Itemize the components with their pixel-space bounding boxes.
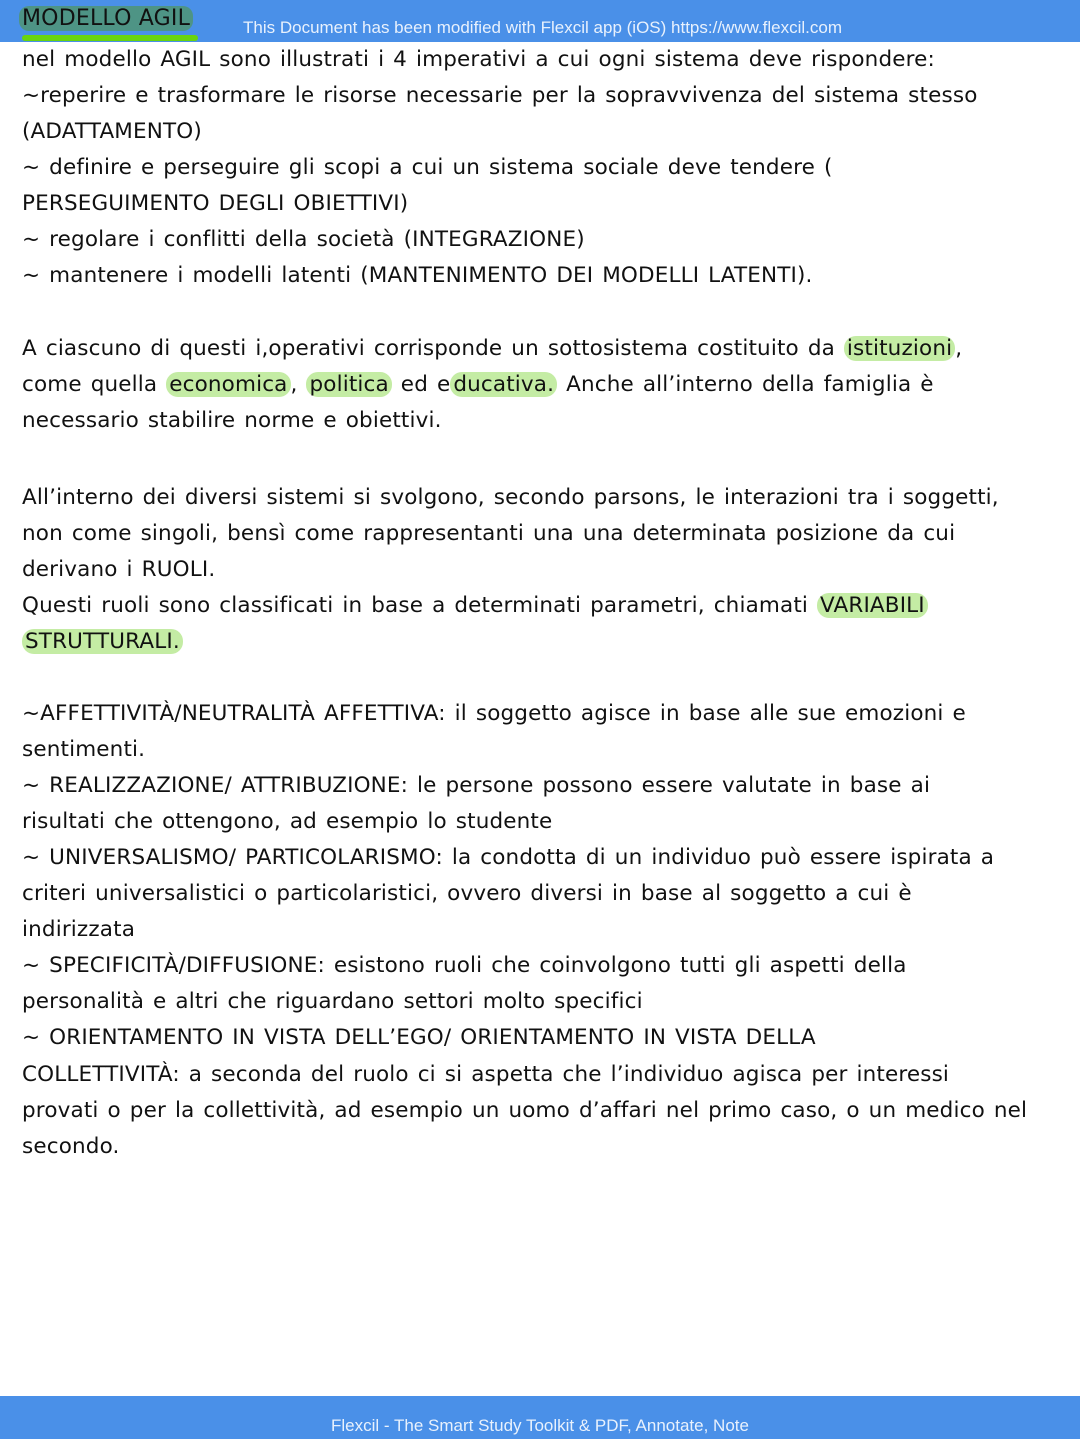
footer-text: Flexcil - The Smart Study Toolkit & PDF, Annotate, Note bbox=[331, 1416, 749, 1435]
highlight-economica: economica bbox=[166, 372, 290, 397]
term-mantenimento-modelli: MANTENIMENTO DEI MODELLI LATENTI bbox=[368, 263, 798, 288]
highlight-politica: politica bbox=[306, 372, 391, 397]
roles-line-3: derivano i RUOLI. bbox=[22, 557, 216, 582]
term-integrazione: (INTEGRAZIONE bbox=[403, 227, 577, 252]
agil-intro: nel modello AGIL sono illustrati i 4 imperativi a cui ogni sistema deve rispondere: bbox=[22, 47, 935, 72]
highlight-istituzioni: istituzioni bbox=[844, 336, 955, 361]
highlight-strutturali: STRUTTURALI. bbox=[22, 629, 183, 654]
subsystems-line-2: come quella economica , politica ed e ducativa. Anche all’interno della famiglia è bbox=[22, 372, 934, 397]
subsystems-line-3: necessario stabilire norme e obiettivi. bbox=[22, 408, 442, 433]
term-specificita-diffusione: SPECIFICITÀ/DIFFUSIONE bbox=[49, 953, 318, 978]
imperative-item-2: ~ definire e perseguire gli scopi a cui un sistema sociale deve tendere ( bbox=[22, 155, 833, 180]
subsystems-line-1: A ciascuno di questi i,operativi corrisponde un sottosistema costituito da istituzioni , bbox=[22, 336, 963, 361]
variable-item-5-line-2: COLLETTIVITÀ: a seconda del ruolo ci si aspetta che l’individuo agisca per interessi bbox=[22, 1062, 950, 1087]
variable-item-2-cont: risultati che ottengono, ad esempio lo studente bbox=[22, 809, 553, 834]
variable-item-5-cont-1: provati o per la collettività, ad esempio un uomo d’affari nel primo caso, o un medico nel bbox=[22, 1098, 1028, 1123]
variable-item-4-cont: personalità e altri che riguardano settori molto specifici bbox=[22, 989, 643, 1014]
variable-item-3: ~ UNIVERSALISMO/ PARTICOLARISMO: la condotta di un individuo può essere ispirata a bbox=[22, 845, 995, 870]
term-adattamento: ADATTAMENTO bbox=[30, 119, 194, 144]
roles-line-2: non come singoli, bensì come rappresentanti una una determinata posizione da cui bbox=[22, 521, 956, 546]
roles-line-4: Questi ruoli sono classificati in base a determinati parametri, chiamati VARIABILI bbox=[22, 591, 928, 621]
term-affettivita-neutralita: AFFETTIVITÀ/NEUTRALITÀ AFFETTIVA bbox=[40, 701, 439, 726]
imperative-item-4: ~ mantenere i modelli latenti (MANTENIMENTO DEI MODELLI LATENTI). bbox=[22, 263, 813, 288]
highlight-variabili: VARIABILI bbox=[817, 593, 928, 618]
variable-item-5-cont-2: secondo. bbox=[22, 1134, 120, 1159]
imperative-item-1-term: (ADATTAMENTO) bbox=[22, 119, 202, 144]
term-perseguimento-obiettivi: PERSEGUIMENTO DEGLI OBIETTIVI bbox=[22, 191, 400, 216]
page-title: MODELLO AGIL bbox=[19, 6, 193, 31]
title-underline bbox=[22, 35, 198, 41]
term-realizzazione-attribuzione: REALIZZAZIONE/ ATTRIBUZIONE: bbox=[49, 773, 409, 798]
variable-item-1: ~AFFETTIVITÀ/NEUTRALITÀ AFFETTIVA: il soggetto agisce in base alle sue emozioni e bbox=[22, 701, 966, 726]
variable-item-2: ~ REALIZZAZIONE/ ATTRIBUZIONE: le persone possono essere valutate in base ai bbox=[22, 773, 931, 798]
variable-item-5: ~ ORIENTAMENTO IN VISTA DELL’EGO/ ORIENTAMENTO IN VISTA DELLA bbox=[22, 1025, 816, 1050]
imperative-item-1: ~reperire e trasformare le risorse necessarie per la sopravvivenza del sistema stesso bbox=[22, 83, 978, 108]
variable-item-1-cont: sentimenti. bbox=[22, 737, 146, 762]
flexcil-footer-bar bbox=[0, 1396, 1080, 1439]
roles-line-1: All’interno dei diversi sistemi si svolgono, secondo parsons, le interazioni tra i soggetti, bbox=[22, 485, 999, 510]
variable-item-3-cont-1: criteri universalistici o particolaristici, ovvero diversi in base al soggetto a cui è bbox=[22, 881, 912, 906]
variable-item-4: ~ SPECIFICITÀ/DIFFUSIONE: esistono ruoli che coinvolgono tutti gli aspetti della bbox=[22, 953, 907, 978]
term-orientamento-ego-collettivita: ORIENTAMENTO IN VISTA DELL’EGO/ ORIENTAMENTO IN VISTA DELLA bbox=[49, 1025, 816, 1050]
highlight-educativa: ducativa. bbox=[450, 372, 557, 397]
imperative-item-2-term: PERSEGUIMENTO DEGLI OBIETTIVI) bbox=[22, 191, 409, 216]
imperative-item-3: ~ regolare i conflitti della società (INTEGRAZIONE) bbox=[22, 227, 585, 252]
roles-line-5 bbox=[22, 627, 183, 657]
variable-item-3-cont-2: indirizzata bbox=[22, 917, 136, 942]
flexcil-watermark: This Document has been modified with Flexcil app (iOS) https://www.flexcil.com bbox=[243, 18, 843, 37]
term-universalismo-particolarismo: UNIVERSALISMO/ PARTICOLARISMO bbox=[49, 845, 436, 870]
term-collettivita: COLLETTIVITÀ bbox=[22, 1062, 173, 1087]
